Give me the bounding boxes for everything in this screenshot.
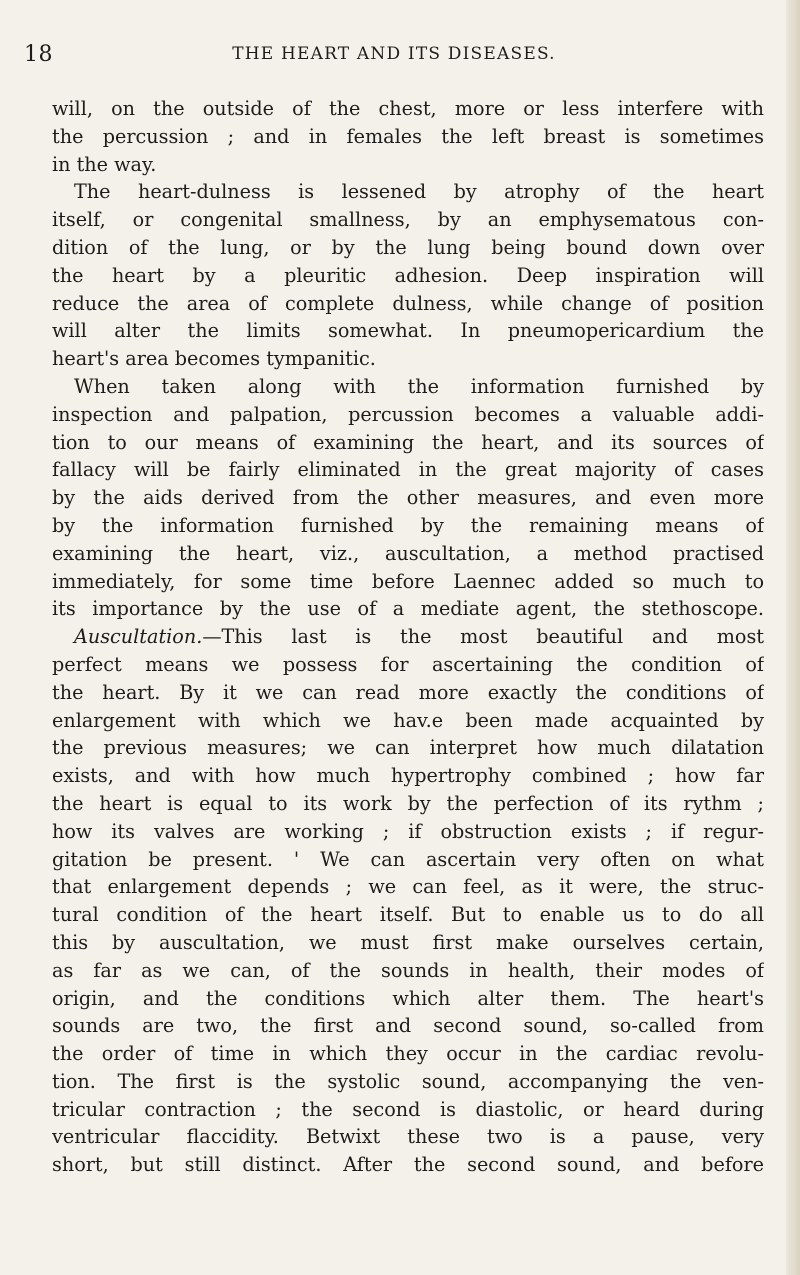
text-line: how its valves are working ; if obstruction exists ; if regur- [52,819,764,843]
text-line: by the aids derived from the other measures, and even more [52,486,764,510]
paragraph-start-line: When taken along with the information furnished by [74,374,764,398]
text-line: fallacy will be fairly eliminated in the great majority of cases [52,458,764,482]
text-line: —This last is the most beautiful and most [202,625,764,649]
text-line: tion. The first is the systolic sound, accompanying the ven- [52,1069,764,1093]
text-line: will, on the outside of the chest, more or less interfere with [52,97,764,120]
text-line: gitation be present. ' We can ascertain very often on what [52,847,764,871]
text-line: the heart is equal to its work by the perfection of its rythm ; [52,791,764,815]
text-line: this by auscultation, we must first make ourselves certain, [52,930,764,954]
text-line: tural condition of the heart itself. But to enable us to do all [52,903,764,927]
text-line: by the information furnished by the remaining means of [52,513,764,537]
text-line: itself, or congenital smallness, by an emphysematous con- [52,208,764,232]
text-line: reduce the area of complete dulness, while change of position [52,291,764,315]
text-line: the heart. By it we can read more exactly the conditions of [52,680,764,704]
text-line: the percussion ; and in females the left breast is sometimes [52,124,764,148]
text-line: heart's area becomes tympanitic. [52,347,376,371]
text-line: dition of the lung, or by the lung being bound down over [52,235,764,259]
text-line: examining the heart, viz., auscultation, a method practised [52,541,764,565]
text-line: immediately, for some time before Laennec added so much to [52,569,764,593]
text-line: exists, and with how much hypertrophy combined ; how far [52,764,764,788]
text-line: will alter the limits somewhat. In pneumopericardium the [52,319,764,343]
text-line: the heart by a pleuritic adhesion. Deep inspiration will [52,263,764,287]
text-line: ventricular flaccidity. Betwixt these two is a pause, very [52,1125,764,1149]
page-number: 18 [24,42,53,67]
running-title: THE HEART AND ITS DISEASES. [232,44,556,64]
text-line: short, but still distinct. After the second sound, and before [52,1153,764,1177]
body-text [52,95,764,1179]
text-line: enlargement with which we hav.e been made acquainted by [52,708,764,732]
text-line: the order of time in which they occur in the cardiac revolu- [52,1042,764,1066]
page-header [24,42,764,70]
text-line: as far as we can, of the sounds in health, their modes of [52,958,764,982]
text-line: origin, and the conditions which alter them. The heart's [52,986,764,1010]
paragraph-start-line: The heart-dulness is lessened by atrophy of the heart [74,180,764,204]
text-line: that enlargement depends ; we can feel, as it were, the struc- [52,875,764,899]
text-line: its importance by the use of a mediate agent, the stethoscope. [52,597,764,621]
text-line: sounds are two, the first and second sound, so-called from [52,1014,764,1038]
section-heading: Auscultation. [74,625,203,649]
text-line: perfect means we possess for ascertaining the condition of [52,652,764,676]
page-edge-shadow [786,0,800,1275]
text-line: the previous measures; we can interpret how much dilatation [52,736,764,760]
text-line: inspection and palpation, percussion becomes a valuable addi- [52,402,764,426]
text-line: tion to our means of examining the heart, and its sources of [52,430,764,454]
text-line: in the way. [52,152,157,176]
text-line: tricular contraction ; the second is diastolic, or heard during [52,1097,764,1121]
section-heading-line [52,623,764,651]
